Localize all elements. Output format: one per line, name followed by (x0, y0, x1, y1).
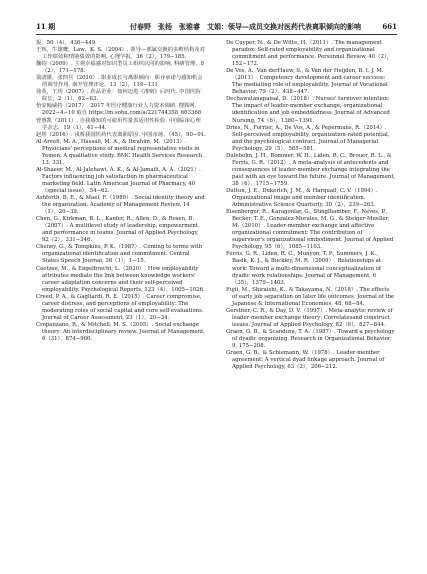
references-left-column (36, 40, 206, 343)
reference-entry: Dutton, J. E., Dukerich, J. M., & Harquail, C. V.（1994）. Organizational image and member identification. Administrative Science Quarterly, 39（2），239−263. (226, 187, 378, 209)
reference-entry: Fujii, M., Shiraishi, K., & Takayama, N.（2018）. The effects of early job separation on later life outcomes. Journal of the Japanese & International Economies, 48, 68−84. (226, 286, 395, 307)
reference-entry: Al-Areefi, M. A., Hassali, M. A., & Ibrahim, M.（2013）. Physicians' perceptions of medical representative visits in Yemen: A qualitative study. BMC Health Services Research, 13, 331. (36, 138, 204, 166)
reference-entry: 徐英，王玥（2007）. 药品企业：如何迈进《准则》后时代. 中国医院院长，2（1），62−63. (36, 89, 201, 103)
running-title: 付春野 张杨 张雅睿 艾娟：领导—成员交换对医药代表离职倾向的影响 (130, 22, 361, 31)
reference-entry: Dries, N., Forrier, A., De Vos, A., & Pepermans, R.（2014）. Self-perceived employability, organization-rated potential, and the psychological contract. Journal of Managerial Psychology, 29（5），565−581. (226, 124, 390, 152)
reference-entry: 报，50（4），436−449. (36, 40, 97, 46)
reference-entry: Ferris, G. R., Liden, R. C., Munyon, T. P., Summers, J. K., Basik, K. J., & Buckley, M. R.（2009）. Relationships at work: Toward a multi-dimensional conceptualization of dyadic work relationships. Journal of Management, 6（35），1379−1403. (226, 251, 382, 286)
reference-entry: Eisenberger, R., Karagonlar, G., Stinglhamber, F., Neves, P., Becker, T. E., Gonzalez-Morales, M. G., & Steiger-Mueller, M.（2010）. Leader-member exchange and affective organizational commitment: The contribution of supervisor's organizational embodiment. Journal of Applied Psychology, 95（6），1085−1103. (226, 209, 394, 251)
reference-entry: Gerstner, C. R., & Day, D. V.（1997）. Meta-analytic review of leader-member exchange theory: Correlatesand construct issues. Journal of Applied Psychology, 82（6），827−844. (226, 307, 393, 328)
reference-entry: Ashforth, B. E., & Mael, F.（1989）. Social identity theory and the organization. Academy of Management Review, 14（1），20−39. (36, 195, 205, 216)
running-header (36, 20, 397, 35)
reference-entry: 赵彤（2016）. 浅析我国医药代表离职原因. 中国市场，（45），90−91. (36, 131, 206, 138)
reference-entry: 怡安翰威特（2017）. 2017 年医疗健康行业人力资本调研. 搜狐网. 2022−4−10 取自 https://m.sohu.com/a/221744358_663368 (36, 103, 202, 117)
reference-entry: Cheney, G., & Tompkins, P. K.（1987）. Coming to terms with organizational identification and commitment. Central States Speech Journal, 38（1），1−15. (36, 244, 203, 265)
reference-entry: Dechawatanapaisal, D.（2018）. Nurses' turnover intention: The impact of leader-member exchange, organizational identification and job embeddedness. Journal of Advanced Nursing, 74（6），1380−1391. (226, 96, 390, 124)
reference-entry: Coetzee, M., & Engelbrecht, L.（2020）. How employability attributes mediate the link between knowledge workers' career adaptation concerns and their self-perceived employability. Psychological Reports, 123（4），1005−1026. (36, 265, 205, 293)
page-number: 661 (382, 22, 397, 31)
reference-entry: 曾惠凯（2011）. 自我感知的可雇用性量表适用性检验. 中国临床心理学杂志，19（1），41−44. (36, 117, 201, 131)
reference-entry: De Cuyper, N., & De Witte, H.（2011）. The management paradox: Self-rated employability and organizational commitment and performance. Personnel Review, 40（2），152−172. (226, 40, 393, 68)
reference-entry: Graen, G. B., & Scandura, T. A.（1987）. Toward a psychology of dyadic organizing. Research in Organizational Behavior, 9, 175−208. (226, 328, 395, 350)
reference-entry: 魏钧（2009）. 主观幸福感对知识型员工组织认同的影响. 科研管理，8（2），171−178. (36, 61, 205, 75)
reference-entry: Dulebohn, J. H., Bommer, W. H., Liden, R. C., Brouer, R. L., & Ferris, G. R.（2012）. A meta-analysis of antecedents and consequences of leader-member exchange integrating the past with an eye toward the future. Journal of Management, 38（6），1715−1759. (226, 152, 396, 187)
reference-entry: Chen, G., Kirkman, B. L., Kanfer, R., Allen, D., & Rosen, B.（2007）. A multilevel study of leadership, empowerment, and performance in teams. Journal of Applied Psychology, 92（2），331−346. (36, 216, 200, 244)
reference-entry: De Vos, A., Van derHauw, S., & Van der Heijden, B. I. J. M.（2011）. Competency development and career success: The mediating role of employability. Journal of Vocational Behavior, 79（2），438−447. (226, 68, 388, 96)
reference-entry: Graen, G. B., & Schiemann, W.（1978）. Leader-member agreement: A vertical dyad linkage approach. Journal of Applied Psychology, 63（2），206−212. (226, 350, 385, 371)
reference-entry: Creed, P. A., & Gagliardi, R. E.（2015）. Career compromise, career distress, and perceptions of employability: The moderating roles of social capital and core self-evaluations. Journal of Career Assessment, 23（1），20−34. (36, 293, 204, 321)
reference-entry: 翁清雄，张四旦（2010）. 职业成长与离职倾向：职业承诺与感知机会的调节作用. 南开管理评论，13（2），119−131. (36, 75, 203, 89)
issue-number: 11 期 (36, 22, 56, 31)
reference-entry: Al-Shaeer, M., Al-Jalehawi, A. K., & Al-Jamaili, A. A.（2021）. Factors influencing job satisfaction in pharmaceutical marketing field. Latin American Journal of Pharmacy, 40（special issue），54−62. (36, 166, 201, 194)
reference-entry: Cropanzano, R., & Mitchell, M. S.（2005）. Social exchange theory: An interdisciplinary review. Journal of Management, 6（31），874−900. (36, 321, 205, 342)
reference-entry: 王辉，牛雄鹰，Law，K. S.（2004）. 领导—部属交换的多维结构及对工作绩效和情境绩效的影响. 心理学报，36（2），179−185. (36, 47, 206, 61)
references-right-column (226, 40, 396, 371)
